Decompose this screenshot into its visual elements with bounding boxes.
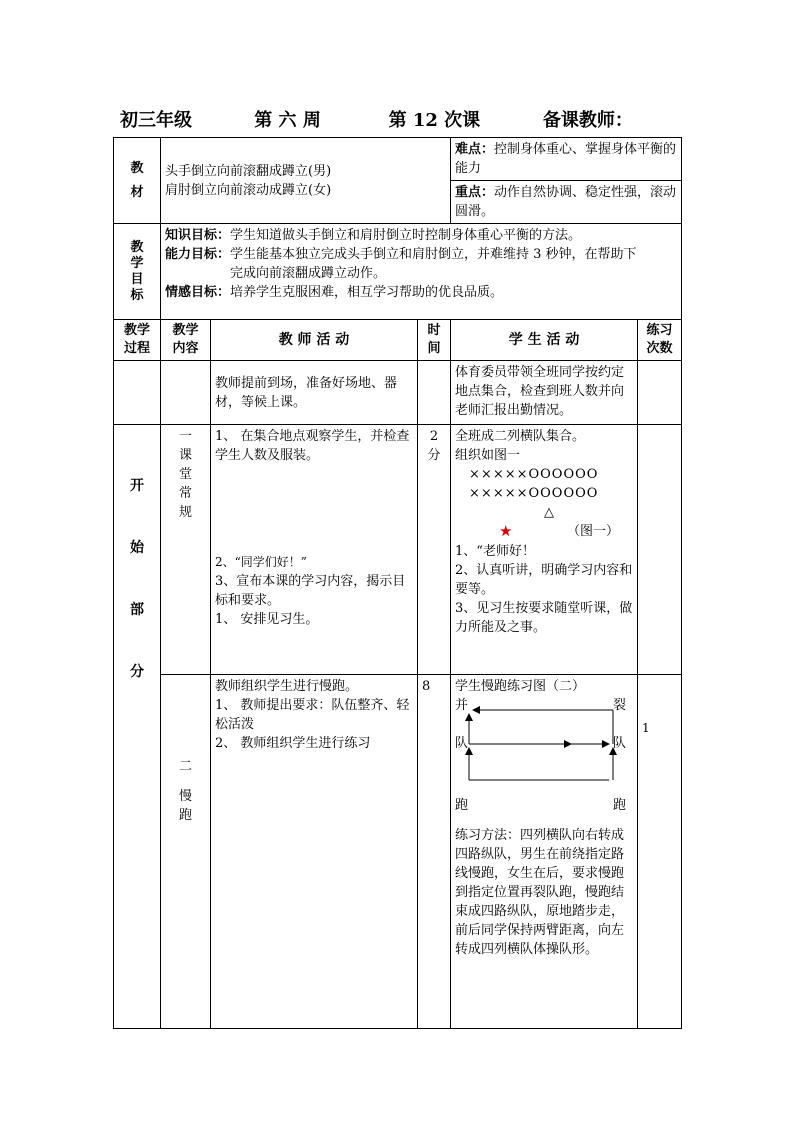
diagram-left-mid: 队 xyxy=(455,736,469,751)
row0-student: 体育委员带领全班同学按约定地点集合，检查到班人数并向老师汇报出勤情况。 xyxy=(451,361,638,425)
ability-text: 学生能基本独立完成头手倒立和肩肘倒立，并难维持 3 秒钟，在帮助下 xyxy=(230,247,637,262)
diagram-left-top: 并 xyxy=(455,698,469,713)
row2-student xyxy=(451,675,638,1029)
diagram-right-mid: 队 xyxy=(613,736,627,751)
key-label: 重点： xyxy=(455,185,495,200)
row0-count xyxy=(638,361,682,425)
row2-content-3: 跑 xyxy=(178,808,192,823)
col-teacher: 教 师 活 动 xyxy=(211,320,418,361)
col-process xyxy=(114,320,161,361)
row2-teacher-1: 教师组织学生进行慢跑。 xyxy=(215,679,359,694)
formation-row-1: ×××××OOOOOO xyxy=(469,467,599,482)
knowledge-label: 知识目标： xyxy=(165,228,231,243)
row1-content-5: 规 xyxy=(178,505,192,520)
row1-student-4: 2、认真听讲，明确学习内容和要等。 xyxy=(455,563,633,597)
row0-process xyxy=(114,361,161,425)
lesson: 第 12 次课 xyxy=(388,110,481,131)
materials-line-1: 头手倒立向前滚翻成蹲立(男) xyxy=(165,163,332,179)
col-process-text: 教学过程 xyxy=(123,323,150,356)
figure1-label: （图一） xyxy=(567,524,620,539)
col-content-text: 教学内容 xyxy=(172,323,199,356)
row1-teacher-1: 1、 在集合地点观察学生，并检查学生人数及服装。 xyxy=(215,429,410,463)
row2-teacher xyxy=(211,675,418,1029)
difficulty-text: 控制身体重心、掌握身体平衡的能力 xyxy=(455,142,677,176)
row2-content xyxy=(161,675,211,1029)
row2-content-1: 二 xyxy=(178,759,192,774)
row1-count xyxy=(638,425,682,675)
materials-label-text: 教材 xyxy=(130,160,144,200)
difficulty-label: 难点： xyxy=(455,142,495,157)
row1-student-5: 3、见习生按要求随堂听课，做力所能及之事。 xyxy=(455,601,633,635)
col-student: 学 生 活 动 xyxy=(451,320,638,361)
diagram-left-bot: 跑 xyxy=(455,798,469,813)
row2-content-2: 慢 xyxy=(178,789,192,804)
section-char-4: 分 xyxy=(130,664,144,680)
row1-time-2: 分 xyxy=(427,448,441,463)
row1-content-2: 课 xyxy=(178,448,192,463)
difficulty-cell xyxy=(451,138,682,181)
formation-row-2: ×××××OOOOOO xyxy=(469,486,599,501)
ability-label: 能力目标： xyxy=(165,247,231,262)
materials-content xyxy=(161,138,451,224)
route-arrows xyxy=(455,696,640,816)
section-char-1: 开 xyxy=(130,478,144,494)
row1-student-2: 组织如图一 xyxy=(455,448,521,463)
row2-teacher-3: 2、 教师组织学生进行练习 xyxy=(215,736,371,751)
jog-diagram xyxy=(455,696,633,816)
row0-time xyxy=(418,361,451,425)
diagram-right-top: 裂 xyxy=(613,698,627,713)
row2-method: 练习方法：四列横队向右转成四路纵队，男生在前绕指定路线慢跑，女生在后，要求慢跑到指定位置再裂队跑，慢跑结束成四路纵队，原地踏步走，前后同学保持两臂距离，向左转成四列横队体操队形。 xyxy=(455,828,625,957)
row1-content-3: 堂 xyxy=(178,467,192,482)
row0-content xyxy=(161,361,211,425)
materials-label xyxy=(114,138,161,224)
ability-text-2: 完成向前滚翻成蹲立动作。 xyxy=(230,266,387,281)
col-time xyxy=(418,320,451,361)
diagram-right-bot: 跑 xyxy=(613,798,627,813)
emotion-label: 情感目标： xyxy=(165,285,231,300)
row1-teacher-4: 1、 安排见习生。 xyxy=(215,612,319,627)
row1-content xyxy=(161,425,211,675)
figure1-line xyxy=(455,522,633,542)
week: 第 六 周 xyxy=(254,110,321,131)
teacher-triangle: △ xyxy=(544,505,555,520)
knowledge-text: 学生知道做头手倒立和肩肘倒立时控制身体重心平衡的方法。 xyxy=(230,228,582,243)
materials-line-2: 肩肘倒立向前滚动成蹲立(女) xyxy=(165,182,332,198)
row2-count: 1 xyxy=(638,675,682,1029)
row1-teacher-2: 2、“同学们好！” xyxy=(215,555,307,569)
star-icon: ★ xyxy=(499,522,513,540)
row1-teacher xyxy=(211,425,418,675)
row1-content-1: 一 xyxy=(178,429,192,444)
row2-teacher-2: 1、 教师提出要求：队伍整齐、轻松活泼 xyxy=(215,698,410,732)
section-char-2: 始 xyxy=(130,540,144,556)
row0-teacher: 教师提前到场，准备好场地、器材，等候上课。 xyxy=(211,361,418,425)
section-char-3: 部 xyxy=(130,602,144,618)
col-count-text: 练习次数 xyxy=(646,323,673,356)
key-text: 动作自然协调、稳定性强，滚动圆滑。 xyxy=(455,185,677,219)
col-content xyxy=(161,320,211,361)
row1-content-4: 常 xyxy=(178,486,192,501)
row2-time: 8 xyxy=(418,675,451,1029)
row1-student-1: 全班成二列横队集合。 xyxy=(455,429,586,444)
grade: 初三年级 xyxy=(120,110,192,131)
col-count xyxy=(638,320,682,361)
objectives-label xyxy=(114,224,161,320)
row2-student-title: 学生慢跑练习图（二） xyxy=(455,679,586,694)
section-start xyxy=(114,425,161,1029)
lesson-plan-table xyxy=(113,137,682,1029)
col-time-text: 时间 xyxy=(427,323,441,356)
row1-time xyxy=(418,425,451,675)
teacher-label: 备课教师： xyxy=(542,110,633,131)
row1-time-1: 2 xyxy=(429,429,439,444)
objectives-content xyxy=(161,224,682,320)
key-cell xyxy=(451,181,682,224)
page-header xyxy=(120,106,680,132)
row1-student xyxy=(451,425,638,675)
row1-teacher-3: 3、宣布本课的学习内容，揭示目标和要求。 xyxy=(215,574,406,608)
objectives-label-text: 教学目标 xyxy=(130,239,144,303)
row1-student-3: 1、“老师好！ xyxy=(455,544,535,559)
emotion-text: 培养学生克服困难，相互学习帮助的优良品质。 xyxy=(230,285,504,300)
